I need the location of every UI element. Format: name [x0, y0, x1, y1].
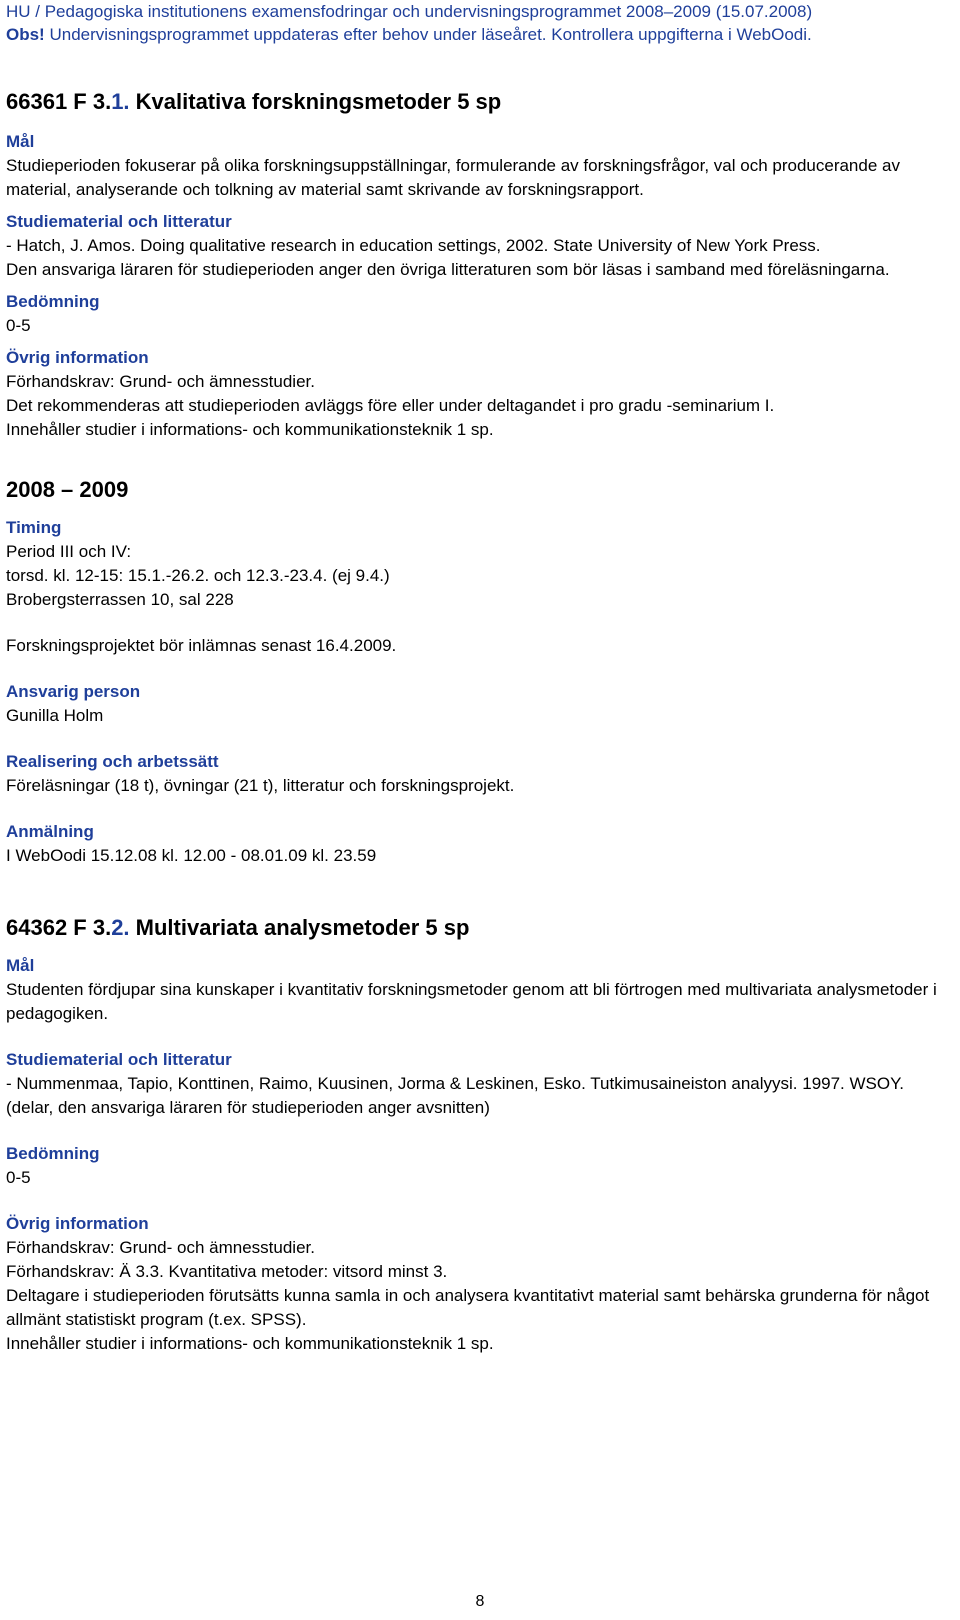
course1-resp-text: Gunilla Holm — [6, 706, 104, 725]
course1-timing-line: Period III och IV: — [6, 542, 132, 561]
course1-info-line: Innehåller studier i informations- och kommunikationsteknik 1 sp. — [6, 420, 494, 439]
header-notice — [6, 23, 950, 46]
course1-lit-line: - Hatch, J. Amos. Doing qualitative research in education settings, 2002. State University of New York Press. — [6, 236, 821, 255]
course1-timing-note: Forskningsprojektet bör inlämnas senast 16.4.2009. — [6, 636, 397, 655]
course1-year: 2008 – 2009 — [6, 477, 129, 502]
course2-bed-heading: Bedömning — [6, 1144, 100, 1163]
course1-real-heading: Realisering och arbetssätt — [6, 752, 219, 771]
obs-label: Obs! — [6, 25, 45, 44]
course2-lit-heading: Studiematerial och litteratur — [6, 1050, 232, 1069]
course1-title: 66361 F 3.1. Kvalitativa forskningsmetoder 5 sp — [6, 89, 502, 114]
course1-timing-line: torsd. kl. 12-15: 15.1.-26.2. och 12.3.-23.4. (ej 9.4.) — [6, 566, 390, 585]
obs-text: Undervisningsprogrammet uppdateras efter behov under läseåret. Kontrollera uppgifterna i WebOodi. — [44, 25, 812, 44]
course2-mal-heading: Mål — [6, 956, 35, 975]
course1-mal-heading: Mål — [6, 132, 35, 151]
course1-timing-line: Brobergsterrassen 10, sal 228 — [6, 590, 234, 609]
course1-info-heading: Övrig information — [6, 348, 149, 367]
course1-info-line: Förhandskrav: Grund- och ämnesstudier. — [6, 372, 315, 391]
header-line: HU / Pedagogiska institutionens examensfodringar och undervisningsprogrammet 2008–2009 (15.07.2008) — [6, 2, 813, 21]
course2-title: 64362 F 3.2. Multivariata analysmetoder 5 sp — [6, 915, 470, 940]
course1-lit-heading: Studiematerial och litteratur — [6, 212, 232, 231]
course1-timing-heading: Timing — [6, 518, 62, 537]
course1-info-line: Det rekommenderas att studieperioden avläggs före eller under deltagandet i pro gradu -seminarium I. — [6, 396, 775, 415]
document-content — [6, 0, 950, 1356]
page-number: 8 — [475, 1593, 485, 1610]
course1-anm-text: I WebOodi 15.12.08 kl. 12.00 - 08.01.09 kl. 23.59 — [6, 846, 377, 865]
running-header — [6, 0, 950, 46]
course2-info-heading: Övrig information — [6, 1214, 149, 1233]
course2-info-line: Deltagare i studieperioden förutsätts kunna samla in och analysera kvantitativt material samt behärska grunderna för något allmänt statistiskt program (t.ex. SPSS). — [6, 1286, 930, 1329]
course2-bed-text: 0-5 — [6, 1168, 31, 1187]
course2-info-line: Förhandskrav: Ä 3.3. Kvantitativa metoder: vitsord minst 3. — [6, 1262, 448, 1281]
course1-bed-text: 0-5 — [6, 316, 31, 335]
course1-real-text: Föreläsningar (18 t), övningar (21 t), litteratur och forskningsprojekt. — [6, 776, 515, 795]
course2-mal-text: Studenten fördjupar sina kunskaper i kvantitativ forskningsmetoder genom att bli förtrogen med multivariata analysmetoder i pedagogiken. — [6, 980, 937, 1023]
course2-lit-text: - Nummenmaa, Tapio, Konttinen, Raimo, Kuusinen, Jorma & Leskinen, Esko. Tutkimusaineiston analyysi. 1997. WSOY. (delar, den ansvariga läraren för studieperioden anger avsnitten) — [6, 1074, 904, 1117]
course1-mal-text: Studieperioden fokuserar på olika forskningsuppställningar, formulerande av forskningsfrågor, val och producerande av material, analyserande och tolkning av material samt skrivande av forskningsrapport. — [6, 156, 900, 199]
course2-info-line: Förhandskrav: Grund- och ämnesstudier. — [6, 1238, 315, 1257]
course2-info-line: Innehåller studier i informations- och kommunikationsteknik 1 sp. — [6, 1334, 494, 1353]
course1-anm-heading: Anmälning — [6, 822, 94, 841]
course1-bed-heading: Bedömning — [6, 292, 100, 311]
course1-resp-heading: Ansvarig person — [6, 682, 141, 701]
course1-lit-line: Den ansvariga läraren för studieperioden anger den övriga litteraturen som bör läsas i samband med föreläsningarna. — [6, 260, 890, 279]
